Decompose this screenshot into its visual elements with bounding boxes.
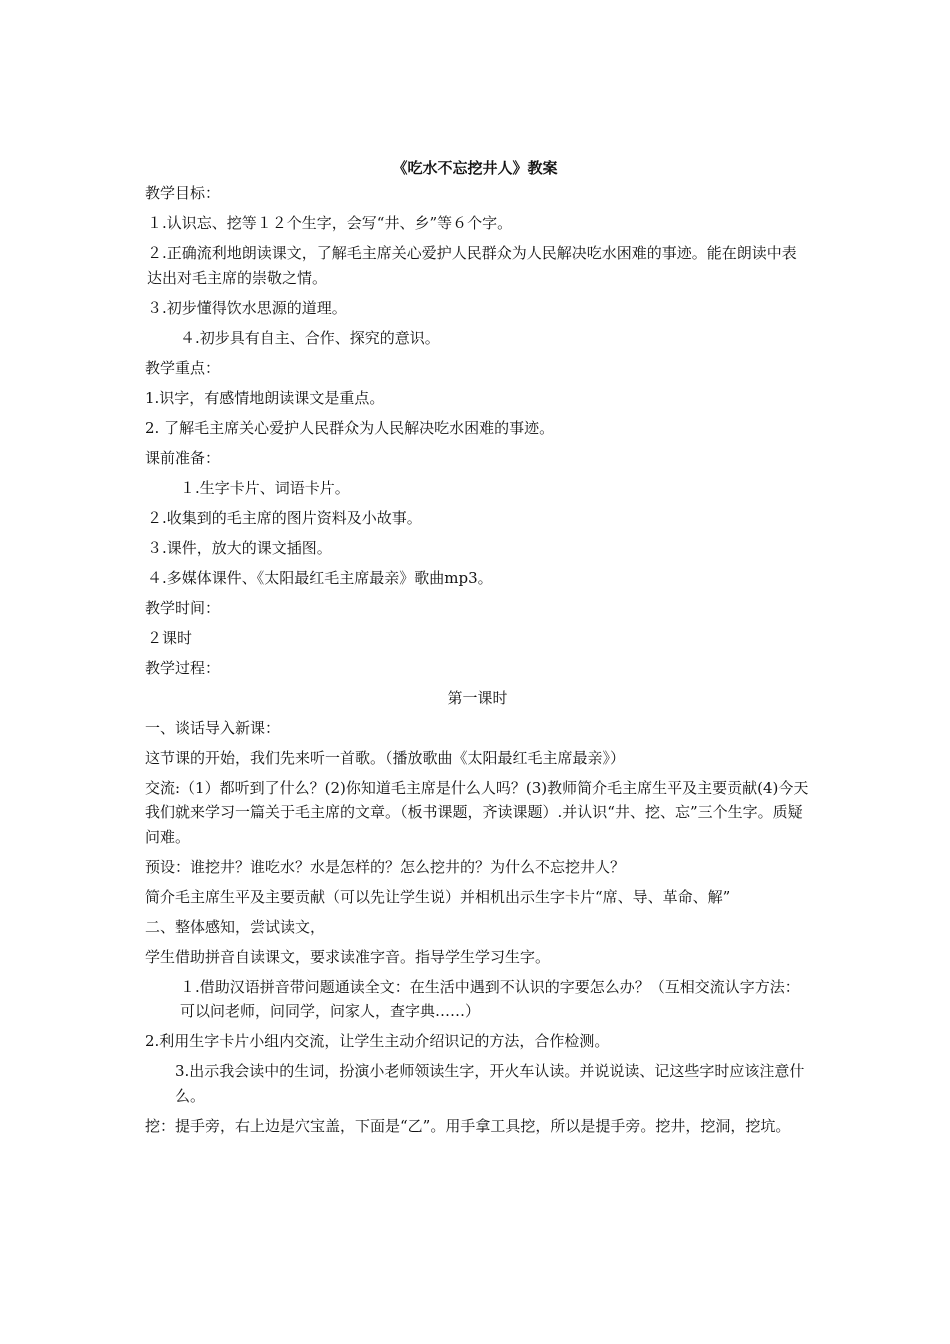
- paragraph: １.生字卡片、词语卡片。: [180, 478, 350, 497]
- paragraph: ３.初步懂得饮水思源的道理。: [147, 298, 347, 317]
- paragraph: 学生借助拼音自读课文，要求读准字音。指导学生学习生字。: [145, 947, 551, 966]
- paragraph: ３.课件，放大的课文插图。: [147, 538, 332, 557]
- paragraph: 预设：谁挖井？谁吃水？水是怎样的？怎么挖井的？为什么不忘挖井人？: [145, 857, 626, 876]
- paragraph: 这节课的开始，我们先来听一首歌。（播放歌曲《太阳最红毛主席最亲》）: [145, 748, 626, 767]
- paragraph: 简介毛主席生平及主要贡献（可以先让学生说）并相机出示生字卡片“席、导、革命、解”: [145, 887, 731, 906]
- paragraph: 2. 了解毛主席关心爱护人民群众为人民解决吃水困难的事迹。: [145, 418, 555, 437]
- paragraph: ２课时: [147, 628, 193, 647]
- paragraph: １.借助汉语拼音带问题通读全文：在生活中遇到不认识的字要怎么办？（互相交流认字方法：可以问老师，问同学，问家人，查字典……）: [180, 977, 800, 1020]
- paragraph: ２.正确流利地朗读课文，了解毛主席关心爱护人民群众为人民解决吃水困难的事迹。能在朗读中表达出对毛主席的崇敬之情。: [147, 244, 797, 287]
- paragraph: ４.多媒体课件、《太阳最红毛主席最亲》歌曲mp3。: [147, 568, 493, 587]
- paragraph: 2.利用生字卡片小组内交流，让学生主动介绍识记的方法，合作检测。: [145, 1032, 610, 1050]
- paragraph: 3.出示我会读中的生词，扮演小老师领读生字，开火车认读。并说说读、记这些字时应该注意什么。: [175, 1062, 805, 1105]
- paragraph: 教学目标：: [145, 184, 221, 202]
- paragraph: ４.初步具有自主、合作、探究的意识。: [180, 328, 440, 347]
- paragraph: 1.识字，有感情地朗读课文是重点。: [145, 388, 385, 407]
- paragraph: 教学重点：: [145, 358, 221, 377]
- paragraph: 教学时间：: [145, 598, 221, 617]
- document-body: [145, 181, 810, 1144]
- paragraph: ２.收集到的毛主席的图片资料及小故事。: [147, 508, 422, 527]
- paragraph: 交流:（1）都听到了什么？(2)你知道毛主席是什么人吗？(3)教师简介毛主席生平及主要贡献(4)今天我们就来学习一篇关于毛主席的文章。（板书课题，齐读课题）.并认识“井、挖、忘”三个生字。质疑问难。: [145, 778, 809, 846]
- paragraph: 二、整体感知，尝试读文，: [145, 917, 326, 936]
- paragraph: 一、谈话导入新课：: [145, 718, 281, 737]
- section-heading: 第一课时: [447, 688, 508, 707]
- paragraph: 挖：提手旁，右上边是穴宝盖，下面是“乙”。用手拿工具挖，所以是提手旁。挖井，挖洞，挖坑。: [145, 1116, 791, 1135]
- paragraph: １.认识忘、挖等１２个生字，会写“井、乡”等６个字。: [147, 214, 513, 232]
- paragraph: 教学过程：: [145, 658, 221, 677]
- paragraph: 课前准备：: [145, 448, 221, 467]
- document-title: 《吃水不忘挖井人》教案: [392, 159, 558, 177]
